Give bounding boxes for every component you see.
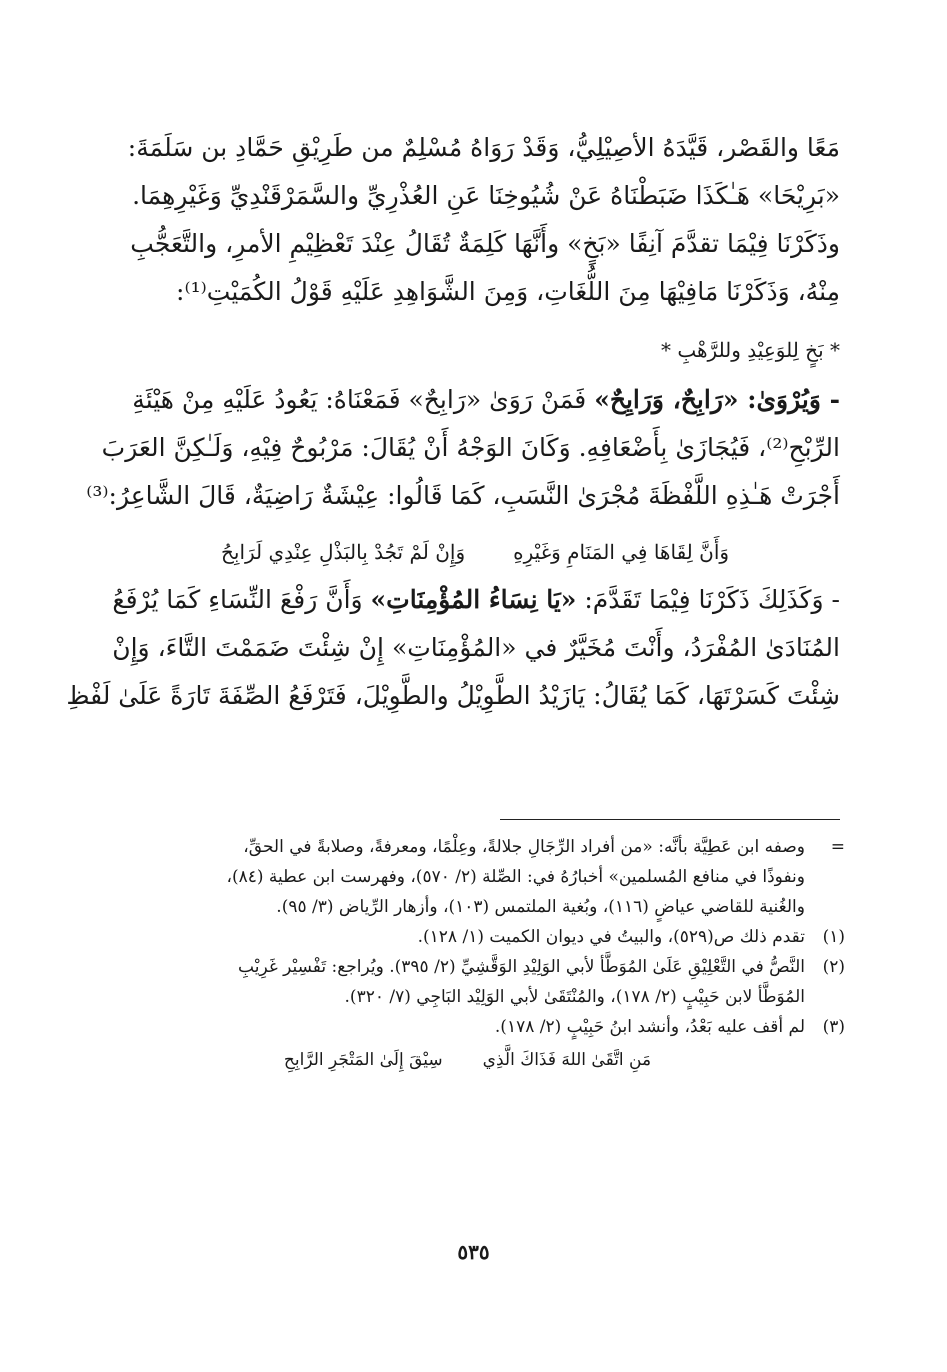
footnotes [110,832,845,1078]
text-line: مِنْهُ، وَذَكَرْنَا مَافِيْهَا مِنَ اللُّغَاتِ، وَمِنَ الشَّوَاهِدِ عَلَيْهِ قَوْلُ الكُمَيْتِ⁽¹⁾: [176,277,840,306]
text-span: فَمَنْ رَوَىٰ «رَابِحٌ» فَمَعْنَاهُ: يَعُودُ عَلَيْهِ مِنْ هَيْئَةِ [132,385,595,414]
text-span: وَأَنَّ رَفْعَ النِّسَاءِ كَمَا يُرْفَعُ [112,585,371,614]
verse-couplet [110,524,840,580]
text-span: - وَكَذَلِكَ ذَكَرْنَا فِيْمَا تَقَدَّمَ: [576,585,840,614]
footnote-marker: (٢) [822,957,845,977]
text-line: شِئْتَ كَسَرْتَهَا، كَمَا يُقَالُ: يَازَيْدُ الطَّوِيْلُ والطَّوِيْلَ، فَتَرْفَعُ الصِّفَةَ تَارَةً عَلَىٰ لَفْظِ [66,681,840,710]
footnote-line: ونفوذًا في منافع المُسلمين» أخبارُهُ في: الصِّلة (٢/ ٥٧٠)، وفهرست ابن عطية (٨٤)، [226,867,805,887]
footnote-marker: (١) [822,927,845,947]
footnote-body [110,832,805,922]
footnote-body [110,922,805,952]
footnote-line: وصفه ابن عَطِيَّة بأنَّه: «من أفراد الرِّجَالِ جلالةً، وعِلْمًا، ومعرفةً، وصلابةً في الحقِّ، [243,837,805,857]
footnote-marker: (٣) [822,1017,845,1037]
footnote-line: المُوَطَّأ لابن حَبِيْبٍ (٢/ ١٧٨)، والمُنْتَقَىٰ لأبي الوَلِيْد البَاجِي (٧/ ٣٢٠). [344,987,805,1007]
footnote-line: تقدم ذلك ص(٥٢٩)، والبيتُ في ديوان الكميت (١/ ١٢٨). [417,927,805,947]
page-number: ٥٣٥ [457,1240,490,1264]
bold-phrase: - وَيُرْوَىٰ: «رَابِحٌ، وَرَايِحٌ» [594,385,840,414]
bold-phrase: «يَا نِسَاءُ المُؤْمِنَاتِ» [370,585,577,614]
verse-second-hemistich: وَإِنْ لَمْ تَجُدْ بِالبَذْلِ عِنْدِي لَرَابِحُ [220,540,466,564]
text-line [110,580,840,628]
footnote-line: لم أقف عليه بَعْدُ، وأنشد ابنُ حَبِيْبٍ (٢/ ١٧٨). [494,1017,805,1037]
text-line: المُنَادَىٰ المُفْرَدُ، وأَنْتَ مُخَيَّرٌ في «المُؤْمِنَاتِ» إِنْ شِئْتَ ضَمَمْتَ التَّاءَ، وَإِنْ [112,633,840,662]
footnote-line: النَّصُّ في التَّعْلِيْقِ عَلَىٰ المُوَطَّأ لأبي الوَلِيْدِ الوَقَّشِيِّ (٢/ ٣٩٥). ويُراجع: تَفْسِيْر غَرِيْبِ [238,957,805,977]
footnote-separator [500,819,840,820]
footnote-marker: = [830,837,845,857]
footnote-1 [110,922,845,952]
text-line: مَعًا والقَصْر، قَيَّدَهُ الأصِيْلِيُّ، وَقَدْ رَوَاهُ مُسْلِمٌ من طَرِيْقِ حَمَّادِ بن سَلَمَةَ: [127,133,840,162]
text-line: أَجْرَتْ هَـٰذِهِ اللَّفْظَةَ مُجْرَىٰ النَّسَبِ، كَمَا قَالُوا: عِيْشَةٌ رَاضِيَةٌ، قَالَ الشَّاعِرُ:⁽³⁾ [86,481,840,510]
text-line: «بَرِيْحَا» هَـٰكَذَا ضَبَطْنَاهُ عَنْ شُيُوخِنَا عَنِ العُذْرِيِّ والسَّمَرْقَنْدِيِّ وَغَيْرِهِمَا. [132,181,840,210]
footnote-2 [110,952,845,1012]
text-line: الرِّبْحِ⁽²⁾، فَيُجَازَىٰ بِأَضْعَافِهِ. وَكَانَ الوَجْهُ أَنْ يُقَالَ: مَرْبُوحٌ فِيْهِ، وَلَـٰكِنَّ العَرَبَ [101,433,840,462]
footnote-body [110,1012,805,1042]
footnote-line: والغُنية للقاضي عياضٍ (١١٦)، وبُغية الملتمس (١٠٣)، وأزهار الرِّياض (٣/ ٩٥). [276,897,805,917]
footnote-body [110,952,805,1012]
footnote-continuation [110,832,845,922]
footnote-3 [110,1012,845,1042]
verse-first-hemistich: مَنِ اتَّقَىٰ اللهَ فَذَاكَ الَّذِي [482,1050,652,1070]
verse-first-hemistich: وَأَنَّ لِقَاهَا فِي المَنَامِ وَغَيْرِهِ [513,540,730,564]
text-line [110,380,840,428]
verse-line: * بَخٍ لِلوَعِيْدِ وللرَّهْبِ * [660,338,840,362]
text-line: وذَكَرْنَا فِيْمَا تقدَّمَ آنِفًا «بَخٍ» وأَنَّهَا كَلِمَةٌ تُقَالُ عِنْدَ تَعْظِيْمِ الأمرِ، والتَّعَجُّبِ [130,229,840,258]
verse-second-hemistich: سِيْقَ إِلَىٰ المَتْجَرِ الرَّابِحِ [283,1050,443,1070]
main-text [66,128,840,724]
footnote-verse [110,1042,845,1078]
